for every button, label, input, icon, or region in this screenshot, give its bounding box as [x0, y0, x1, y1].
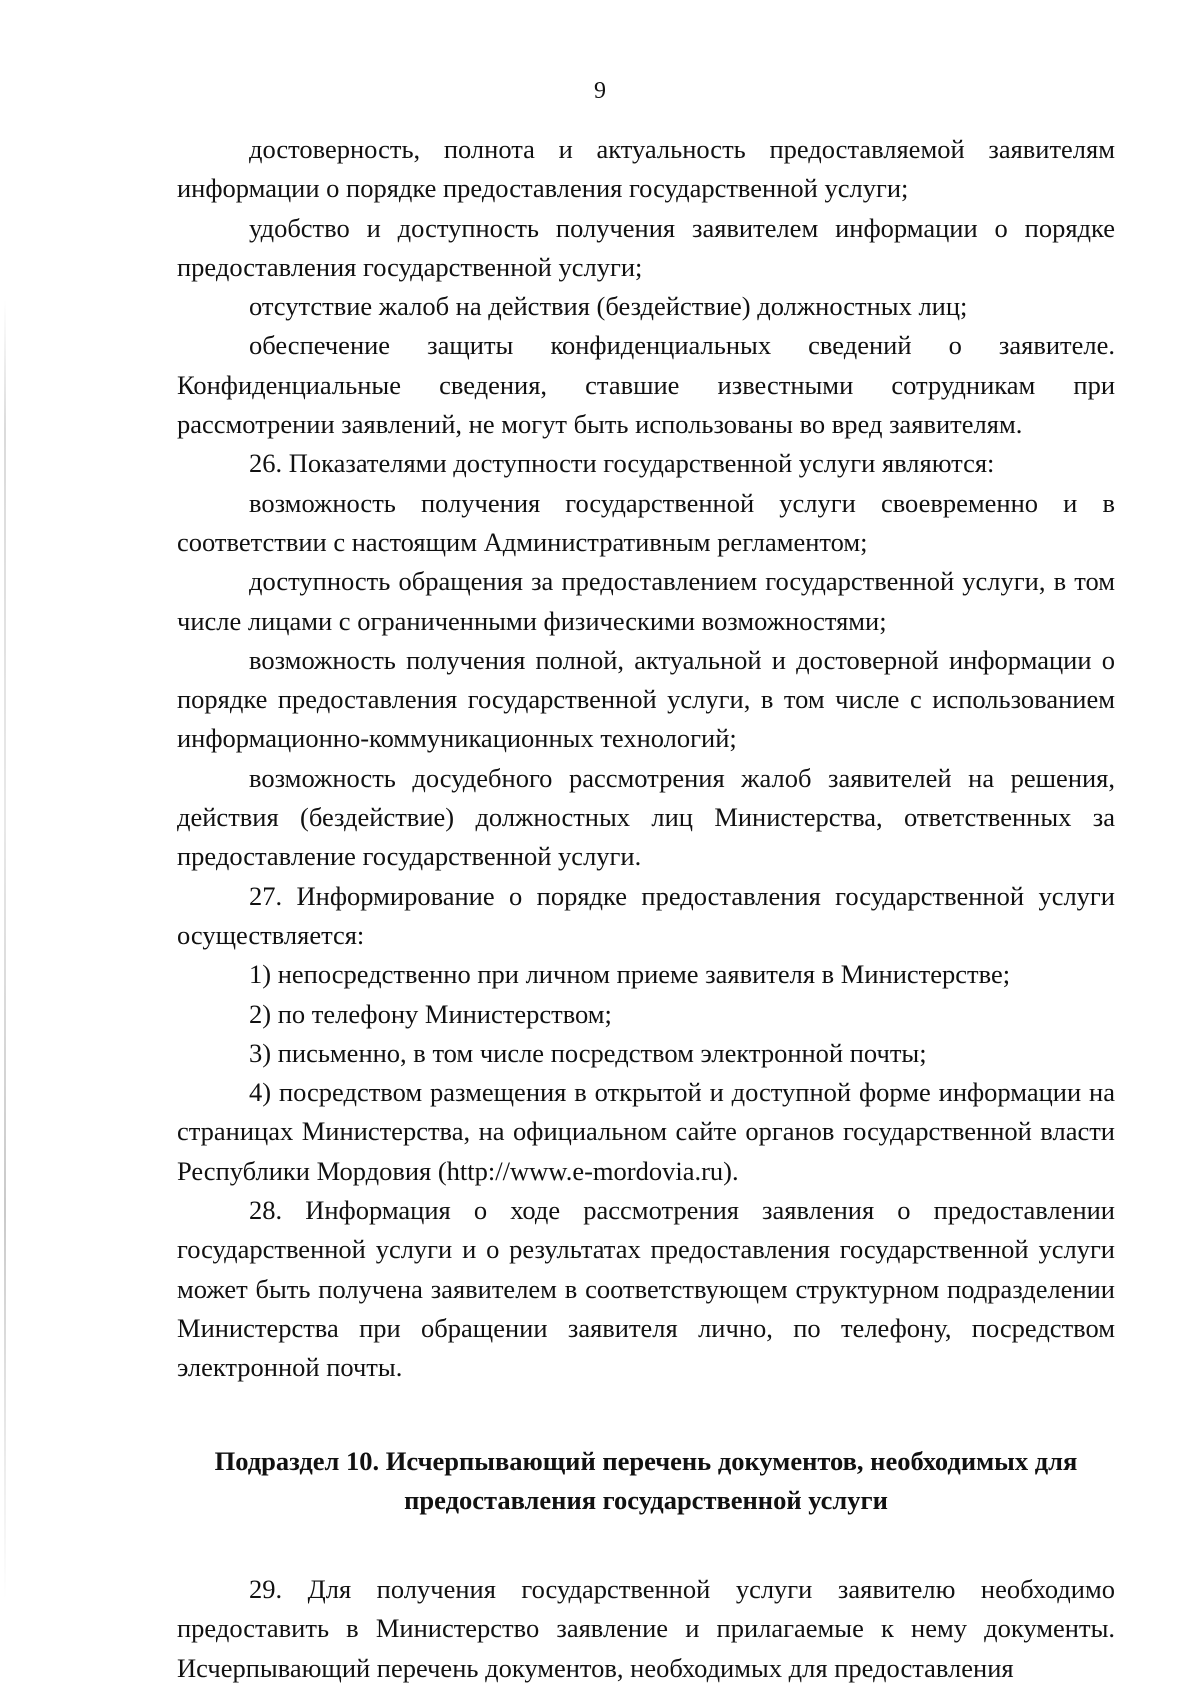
paragraph-9: возможность досудебного рассмотрения жалоб заявителей на решения, действия (бездействие) должностных лиц Министерства, ответственных за предоставление государственной услуги. — [177, 762, 1115, 872]
paragraph-6: возможность получения государственной услуги своевременно и в соответствии с настоящим Административным регламентом; — [177, 487, 1115, 557]
paragraph-11: 1) непосредственно при личном приеме заявителя в Министерстве; — [249, 959, 1011, 990]
scan-edge-shadow — [4, 300, 6, 1600]
page-number: 9 — [594, 78, 606, 104]
section-heading — [177, 1442, 1115, 1521]
paragraph-4: обеспечение защиты конфиденциальных сведений о заявителе. Конфиденциальные сведения, ставшие известными сотрудникам при рассмотрении заявлений, не могут быть использованы во вред заявителям. — [177, 330, 1115, 440]
paragraph-3: отсутствие жалоб на действия (бездействие) должностных лиц; — [249, 291, 968, 322]
paragraph-15: 28. Информация о ходе рассмотрения заявления о предоставлении государственной услуги и о результатах предоставления государственной услуги может быть получена заявителем в соответствующем структурном подразделении Министерства при обращении заявителя лично, по телефону, посредством электронной почты. — [177, 1195, 1115, 1383]
paragraph-1: достоверность, полнота и актуальность предоставляемой заявителям информации о порядке предоставления государственной услуги; — [177, 134, 1115, 204]
paragraph-10: 27. Информирование о порядке предоставления государственной услуги осуществляется: — [177, 880, 1115, 950]
paragraph-7: доступность обращения за предоставлением государственной услуги, в том числе лицами с ограниченными физическими возможностями; — [177, 566, 1115, 636]
section-heading-line-1: Подраздел 10. Исчерпывающий перечень документов, необходимых для — [214, 1445, 1078, 1476]
paragraph-5: 26. Показателями доступности государственной услуги являются: — [249, 448, 995, 479]
section-heading-line-2: предоставления государственной услуги — [404, 1484, 888, 1515]
paragraph-12: 2) по телефону Министерством; — [249, 998, 612, 1029]
paragraph-14: 4) посредством размещения в открытой и доступной форме информации на страницах Министерства, на официальном сайте органов государственной власти Республики Мордовия (http://www.e-mordovia.ru). — [177, 1077, 1115, 1186]
paragraph-13: 3) письменно, в том числе посредством электронной почты; — [249, 1037, 927, 1068]
paragraph-16: 29. Для получения государственной услуги заявителю необходимо предоставить в Министерство заявление и прилагаемые к нему документы. Исчерпывающий перечень документов, необходимых для предоставления — [177, 1574, 1115, 1683]
document-body — [177, 130, 1115, 1688]
paragraph-2: удобство и доступность получения заявителем информации о порядке предоставления государственной услуги; — [177, 212, 1115, 282]
paragraph-8: возможность получения полной, актуальной и достоверной информации о порядке предоставления государственной услуги, в том числе с использованием информационно-коммуникационных технологий; — [177, 644, 1115, 754]
